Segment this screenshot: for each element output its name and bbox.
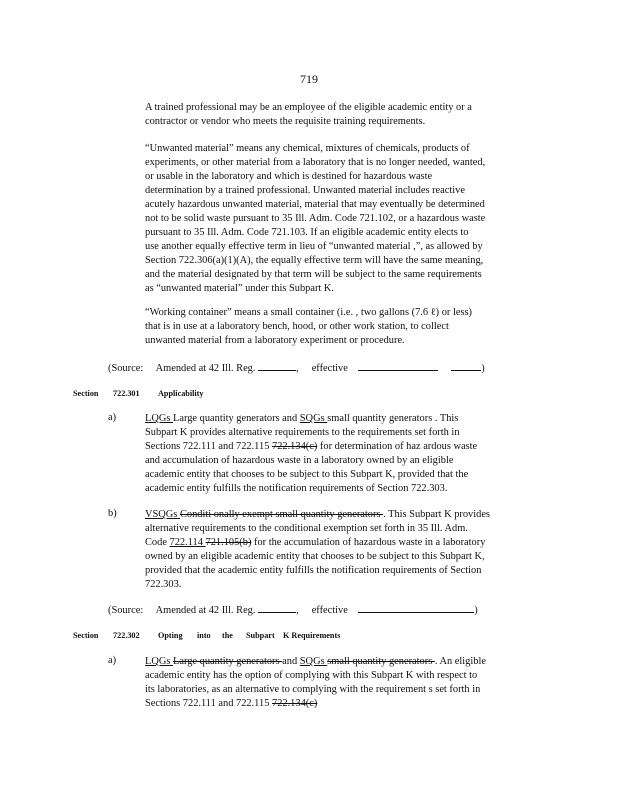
text-line: or usable in the laboratory and which is destined for hazardous waste [145, 171, 433, 182]
text-line [145, 522, 530, 536]
source-close: ) [481, 363, 485, 374]
deleted-text: small quantity generators [327, 656, 435, 667]
source-effective: effective [311, 605, 348, 616]
inserted-text: SQGs [299, 413, 328, 424]
text-line: not to be solid waste pursuant to 35 Ill. Adm. Code 721.102, or a hazardous waste [145, 213, 486, 224]
source-amended: Amended at 42 Ill. Reg. [155, 363, 256, 374]
text-line [145, 564, 530, 578]
text-segment: owned by an eligible academic entity that chooses to be subject to this Subpart K, [145, 551, 485, 562]
text-line: determination by a trained professional. Unwanted material includes reactive [145, 185, 465, 196]
text-line [145, 669, 530, 683]
text-segment: for determination of haz ardous waste [317, 441, 478, 452]
section-label: Section [73, 631, 99, 640]
text-line [145, 578, 530, 592]
text-line: pursuant to 35 Ill. Adm. Code 721.103. If an eligible academic entity elects to [145, 227, 469, 238]
deleted-text: Large quantity generators [173, 656, 283, 667]
text-segment: and accumulation of hazardous waste in a laboratory owned by an eligible [145, 455, 454, 466]
text-line [145, 426, 530, 440]
text-line [145, 508, 530, 522]
text-segment: . This Subpart K provides [383, 509, 490, 520]
section-label: Section [73, 389, 99, 398]
text-segment: and [282, 656, 300, 667]
text-line: as “unwanted material” under this Subpart K. [145, 283, 334, 294]
text-line: Section 722.306(a)(1)(A), the equally effective term will have the same meaning, [145, 255, 484, 266]
text-line [145, 482, 530, 496]
text-segment: academic entity has the option of complying with this Subpart K with respect to [145, 670, 478, 681]
source-close: ) [474, 605, 478, 616]
text-line: contractor or vendor who meets the requisite training requirements. [145, 116, 426, 127]
text-line [145, 536, 530, 550]
text-line: use another equally effective term in lieu of “unwanted material ,”, as allowed by [145, 241, 483, 252]
text-line: and the material designated by that term will be subject to the same requirements [145, 269, 482, 280]
text-line: “Unwanted material” means any chemical, mixtures of chemicals, products of [145, 143, 470, 154]
text-segment: Sections 722.111 and 722.115 [145, 441, 272, 452]
section-722-301-item-a [145, 412, 530, 496]
text-segment: Sections 722.111 and 722.115 [145, 698, 272, 709]
text-line [145, 468, 530, 482]
text-line: “Working container” means a small container (i.e. , two gallons (7.6 ℓ) or less) [145, 307, 473, 318]
register-blank [258, 602, 296, 613]
source-sep: , [296, 605, 299, 616]
deleted-text: 721.105(b) [205, 537, 252, 548]
text-segment: for the accumulation of hazardous waste in a laboratory [251, 537, 486, 548]
inserted-text: LQGs [145, 413, 173, 424]
definition-unwanted-material [145, 142, 522, 296]
section-722-301-item-b [145, 508, 530, 592]
text-line [145, 454, 530, 468]
text-segment: small quantity generators . This [327, 413, 459, 424]
text-line [145, 697, 530, 711]
text-line: acutely hazardous unwanted material, material that may eventually be determined [145, 199, 485, 210]
text-segment: Code [145, 537, 170, 548]
source-sep: , [296, 363, 299, 374]
section-title: Applicability [158, 389, 204, 398]
deleted-text: 722.134(c) [272, 698, 318, 709]
text-line [145, 412, 530, 426]
text-line: unwanted material from a laboratory experiment or procedure. [145, 335, 405, 346]
text-segment: academic entity fulfills the notification requirements of Section 722.303. [145, 483, 448, 494]
inserted-text: SQGs [299, 656, 328, 667]
section-number: 722.301 [113, 389, 140, 398]
source-note [108, 360, 485, 374]
item-label-b: b) [108, 508, 117, 519]
source-note-2 [108, 602, 478, 616]
item-label-a: a) [108, 412, 117, 423]
section-title-word: into [197, 631, 211, 640]
inserted-text: VSQGs [145, 509, 180, 520]
definition-trained-professional [145, 101, 522, 129]
section-722-302-item-a [145, 655, 530, 711]
text-segment: Large [173, 413, 198, 424]
deleted-text: Conditi onally exempt small quantity generators [179, 509, 384, 520]
definition-working-container [145, 306, 522, 348]
text-segment: academic entity that chooses to be subject to this Subpart K, provided that the [145, 469, 469, 480]
inserted-text: LQGs [145, 656, 173, 667]
section-title-word: the [222, 631, 233, 640]
source-prefix: (Source: [108, 363, 144, 374]
text-line: experiments, or other material from a laboratory that is no longer needed, wanted, [145, 157, 486, 168]
text-line: A trained professional may be an employee of the eligible academic entity or a [145, 102, 472, 113]
item-label-a: a) [108, 655, 117, 666]
section-number: 722.302 [113, 631, 140, 640]
text-line [145, 683, 530, 697]
text-segment: alternative requirements to the conditional exemption set forth in 35 Ill. Adm. [145, 523, 468, 534]
date-blank [358, 360, 438, 371]
text-line [145, 550, 530, 564]
text-segment: its laboratories, as an alternative to complying with the requirement s set forth in [145, 684, 481, 695]
date-blank-2 [451, 360, 481, 371]
text-line [145, 655, 530, 669]
section-title-word: Subpart [246, 631, 275, 640]
text-line [145, 440, 530, 454]
text-segment: . An eligible [434, 656, 486, 667]
inserted-text: 722.114 [169, 537, 206, 548]
text-line: that is in use at a laboratory bench, hood, or other work station, to collect [145, 321, 449, 332]
register-blank [258, 360, 296, 371]
text-segment: 722.303. [145, 579, 182, 590]
source-effective: effective [311, 363, 348, 374]
source-amended: Amended at 42 Ill. Reg. [155, 605, 256, 616]
text-segment: Subpart K provides alternative requirements to the requirements set forth in [145, 427, 460, 438]
date-blank [358, 602, 474, 613]
page-number: 719 [300, 72, 318, 86]
text-segment: provided that the academic entity fulfills the notification requirements of Section [145, 565, 482, 576]
deleted-text: 722.134(c) [272, 441, 318, 452]
source-prefix: (Source: [108, 605, 144, 616]
section-title-word: Opting [158, 631, 183, 640]
section-title-word: K Requirements [283, 631, 341, 640]
text-segment: quantity generators and [197, 413, 300, 424]
